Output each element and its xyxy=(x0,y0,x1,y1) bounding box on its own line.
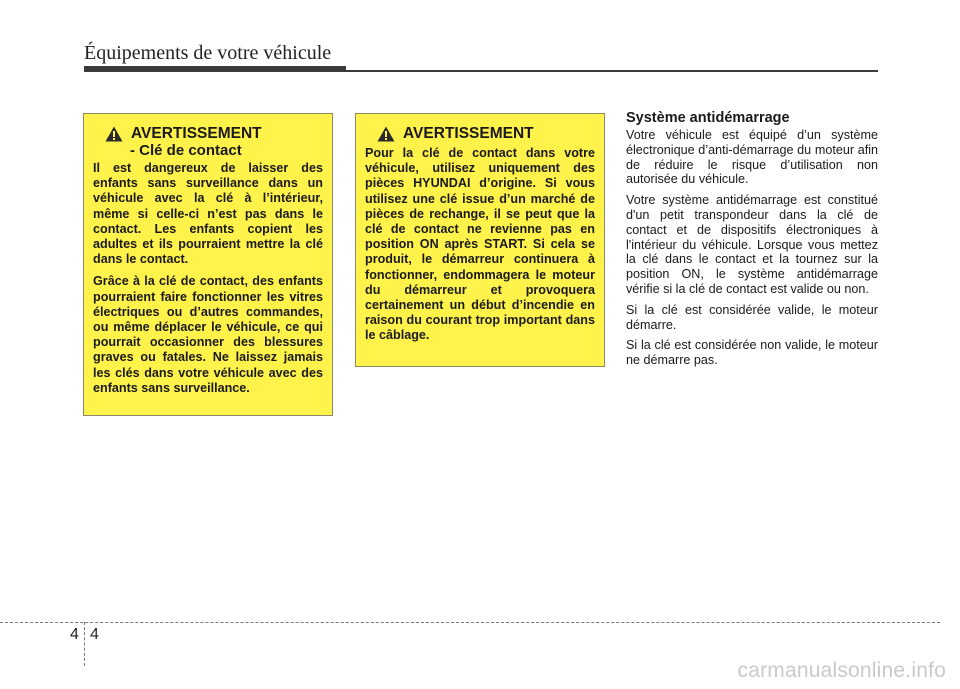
warning-triangle-icon xyxy=(377,126,395,142)
warning-title: AVERTISSEMENT xyxy=(131,125,262,142)
watermark: carmanualsonline.info xyxy=(737,659,946,682)
warning-triangle-icon xyxy=(105,126,123,142)
section-paragraph: Votre véhicule est équipé d’un système électronique d’anti-démarrage du moteur afin de réduire le risque d’utilisation non autorisée du véhicule. xyxy=(626,128,878,187)
warning-paragraph: Pour la clé de contact dans votre véhicule, utilisez uniquement des pièces HYUNDAI d’origine. Si vous utilisez une clé issue d’un marché de pièces de rechange, il se peut que la clé de contact ne revienne pas en position ON après START. Si cela se produit, le démarreur continuera à fonctionner, endommagera le moteur du démarreur et provoquera certainement un début d’incendie en raison du courant trop important dans le câblage. xyxy=(365,146,595,343)
warning-paragraph: Il est dangereux de laisser des enfants sans surveillance dans un véhicule avec la clé à l’intérieur, même si celle-ci n’est pas dans le contact. Les enfants copient les adultes et ils pourraient mettre la clé dans le contact. xyxy=(93,161,323,267)
page-title: Équipements de votre véhicule xyxy=(84,42,332,64)
warning-title: AVERTISSEMENT xyxy=(403,125,534,142)
section-paragraph: Votre système antidémarrage est constitué d'un petit transpondeur dans la clé de contact et de dispositifs électroniques à l'intérieur du véhicule. Lorsque vous mettez la clé dans le contact et la tournez sur la position ON, le système antidémarrage vérifie si la clé de contact est valide ou non. xyxy=(626,193,878,296)
chapter-number: 4 xyxy=(70,626,79,643)
section-paragraph: Si la clé est considérée non valide, le moteur ne démarre pas. xyxy=(626,338,878,368)
warning-header xyxy=(365,122,595,146)
section-heading: Système antidémarrage xyxy=(626,110,790,126)
section-paragraph: Si la clé est considérée valide, le moteur démarre. xyxy=(626,302,878,332)
page-number: 4 xyxy=(90,626,99,643)
warning-box-genuine-parts xyxy=(355,113,605,367)
warning-paragraph: Grâce à la clé de contact, des enfants pourraient faire fonctionner les vitres électriques ou d’autres commandes, ou même déplacer le véhicule, ce qui pourrait occasionner des blessures graves ou fatales. Ne laissez jamais les clés dans votre véhicule avec des enfants sans surveillance. xyxy=(93,274,323,395)
header-rule-thin xyxy=(84,70,878,72)
immobilizer-section xyxy=(626,110,878,374)
footer-rule xyxy=(0,622,940,623)
warning-box-ignition-key xyxy=(83,113,333,416)
footer-divider xyxy=(84,622,85,666)
warning-subtitle: - Clé de contact xyxy=(130,142,242,159)
